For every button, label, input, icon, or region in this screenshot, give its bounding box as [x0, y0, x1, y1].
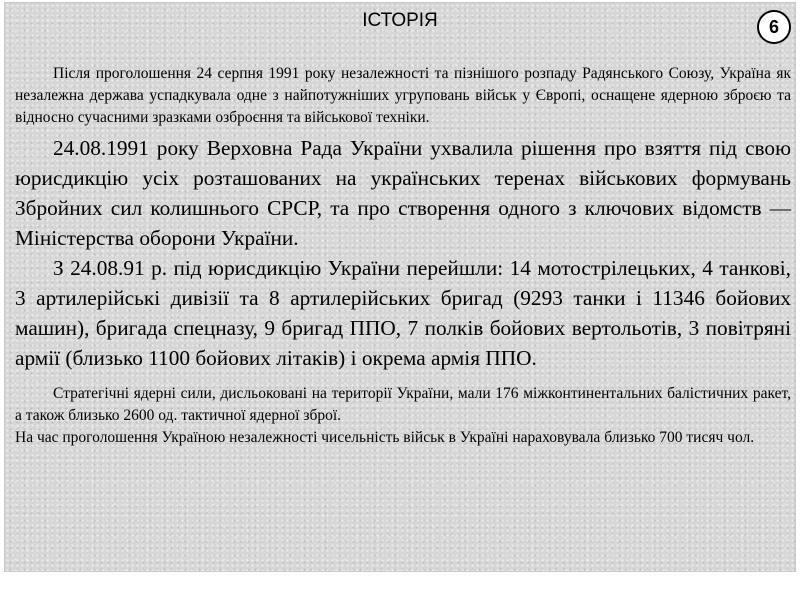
page-number-badge: 6 — [757, 10, 791, 44]
paragraph-troop-strength: На час проголошення Україною незалежності чисельність військ в Україні нараховувала близько 700 тисяч чол. — [15, 429, 755, 446]
paragraph-independence: Після проголошення 24 серпня 1991 року незалежності та пізнішого розпаду Радянського Союзу, Україна як незалежна держава успадкувала одне з найпотужніших угруповань військ у Європі, оснащене ядерною зброєю та відносно сучасними зразками озброєння та військової техніки. — [15, 65, 791, 126]
paragraph-verkhovna-rada: 24.08.1991 року Верховна Рада України ухвалила рішення про взяття під свою юрисдикцію усіх розташованих на українських теренах військових формувань Збройних сил колишнього СРСР, та про створення одного з ключових відомств — Міністерства оборони України. — [15, 136, 791, 250]
paragraph-units: З 24.08.91 р. під юрисдикцію України перейшли: 14 мотострілецьких, 4 танкові, 3 артилерійські дивізії та 8 артилерійських бригад (9293 танки і 11346 бойових машин), бригада спецназу, 9 бригад ППО, 7 полків бойових вертольотів, 3 повітряні армії (близько 1100 бойових літаків) і окрема армія ППО. — [15, 256, 791, 370]
paragraph-nuclear-forces: Стратегічні ядерні сили, дисльоковані на території України, мали 176 міжконтинентальних балістичних ракет, а також близько 2600 од. тактичної ядерної зброї. — [15, 385, 791, 424]
slide-body — [15, 63, 791, 449]
slide-title: ІСТОРІЯ — [362, 10, 438, 31]
slide — [4, 2, 796, 572]
